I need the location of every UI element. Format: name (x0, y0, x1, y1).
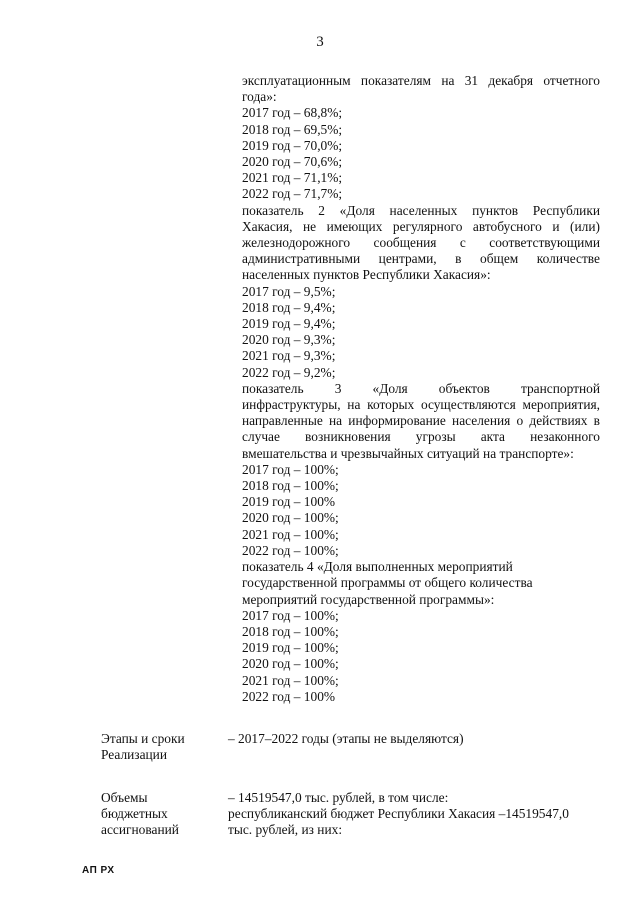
text-line: 2017 год – 100%; (242, 607, 339, 623)
text-line: 2020 год – 100%; (242, 510, 339, 526)
text-line: 2018 год – 69,5%; (242, 121, 343, 137)
text-line: показатель 3 «Доля объектов транспортной (242, 380, 600, 396)
text-line: 2021 год – 9,3%; (242, 348, 336, 364)
stages-label-line: Этапы и сроки (101, 731, 185, 746)
budget-value (228, 790, 603, 839)
text-line: административными центрами, в общем количестве (242, 251, 600, 267)
text-line: года»: (242, 89, 277, 105)
page-number: 3 (316, 34, 324, 50)
text-line: 2022 год – 9,2%; (242, 364, 336, 380)
text-line: 2018 год – 100%; (242, 623, 339, 639)
text-line: 2018 год – 9,4%; (242, 299, 336, 315)
text-line: 2020 год – 70,6%; (242, 154, 343, 170)
text-line: 2021 год – 100%; (242, 526, 339, 542)
text-line: государственной программы от общего количества (242, 575, 533, 591)
text-line: показатель 2 «Доля населенных пунктов Республики (242, 202, 600, 218)
text-line: показатель 4 «Доля выполненных мероприятий (242, 559, 513, 575)
budget-value-line: тыс. рублей, из них: (228, 822, 343, 838)
text-line: 2017 год – 68,8%; (242, 105, 343, 121)
text-line: 2022 год – 100% (242, 688, 336, 704)
text-line: Хакасия, не имеющих регулярного автобусного и (или) (242, 218, 600, 234)
budget-label-line: ассигнований (101, 822, 179, 838)
text-line: 2019 год – 100%; (242, 640, 339, 656)
text-line: 2020 год – 100%; (242, 656, 339, 672)
stages-value (228, 731, 603, 747)
text-line: 2019 год – 70,0%; (242, 137, 343, 153)
text-line: 2022 год – 100%; (242, 542, 339, 558)
footer-mark: АП РХ (82, 865, 115, 876)
text-line: направленные на информирование населения о действиях в (242, 413, 600, 429)
text-line: эксплуатационным показателям на 31 декабря отчетного (242, 73, 600, 88)
text-line: 2019 год – 9,4%; (242, 316, 336, 332)
text-line: мероприятий государственной программы»: (242, 591, 495, 607)
stages-row (0, 731, 640, 771)
text-line: 2022 год – 71,7%; (242, 186, 343, 202)
budget-value-line: республиканский бюджет Республики Хакасия –14519547,0 (228, 806, 569, 822)
text-line: железнодорожного сообщения с соответствующими (242, 235, 600, 251)
text-line: населенных пунктов Республики Хакасия»: (242, 267, 491, 283)
budget-label-line: Объемы (101, 790, 148, 805)
budget-label-line: бюджетных (101, 806, 168, 822)
text-line: инфраструктуры, на которых осуществляются мероприятия, (242, 397, 600, 413)
text-line: 2017 год – 100%; (242, 461, 339, 477)
text-line: 2017 год – 9,5%; (242, 283, 336, 299)
stages-value-line: – 2017–2022 годы (этапы не выделяются) (228, 731, 464, 746)
text-line: 2020 год – 9,3%; (242, 332, 336, 348)
stages-label (101, 731, 221, 763)
text-line: случае возникновения угрозы акта незаконного (242, 429, 600, 445)
text-line: 2021 год – 100%; (242, 672, 339, 688)
stages-label-line: Реализации (101, 747, 168, 763)
text-line: 2019 год – 100% (242, 494, 336, 510)
text-line: 2021 год – 71,1%; (242, 170, 343, 186)
text-line: 2018 год – 100%; (242, 478, 339, 494)
budget-value-line: – 14519547,0 тыс. рублей, в том числе: (228, 790, 449, 805)
budget-row (0, 790, 640, 850)
indicators-text (242, 73, 600, 705)
text-line: вмешательства и чрезвычайных ситуаций на транспорте»: (242, 445, 574, 461)
budget-label (101, 790, 221, 839)
